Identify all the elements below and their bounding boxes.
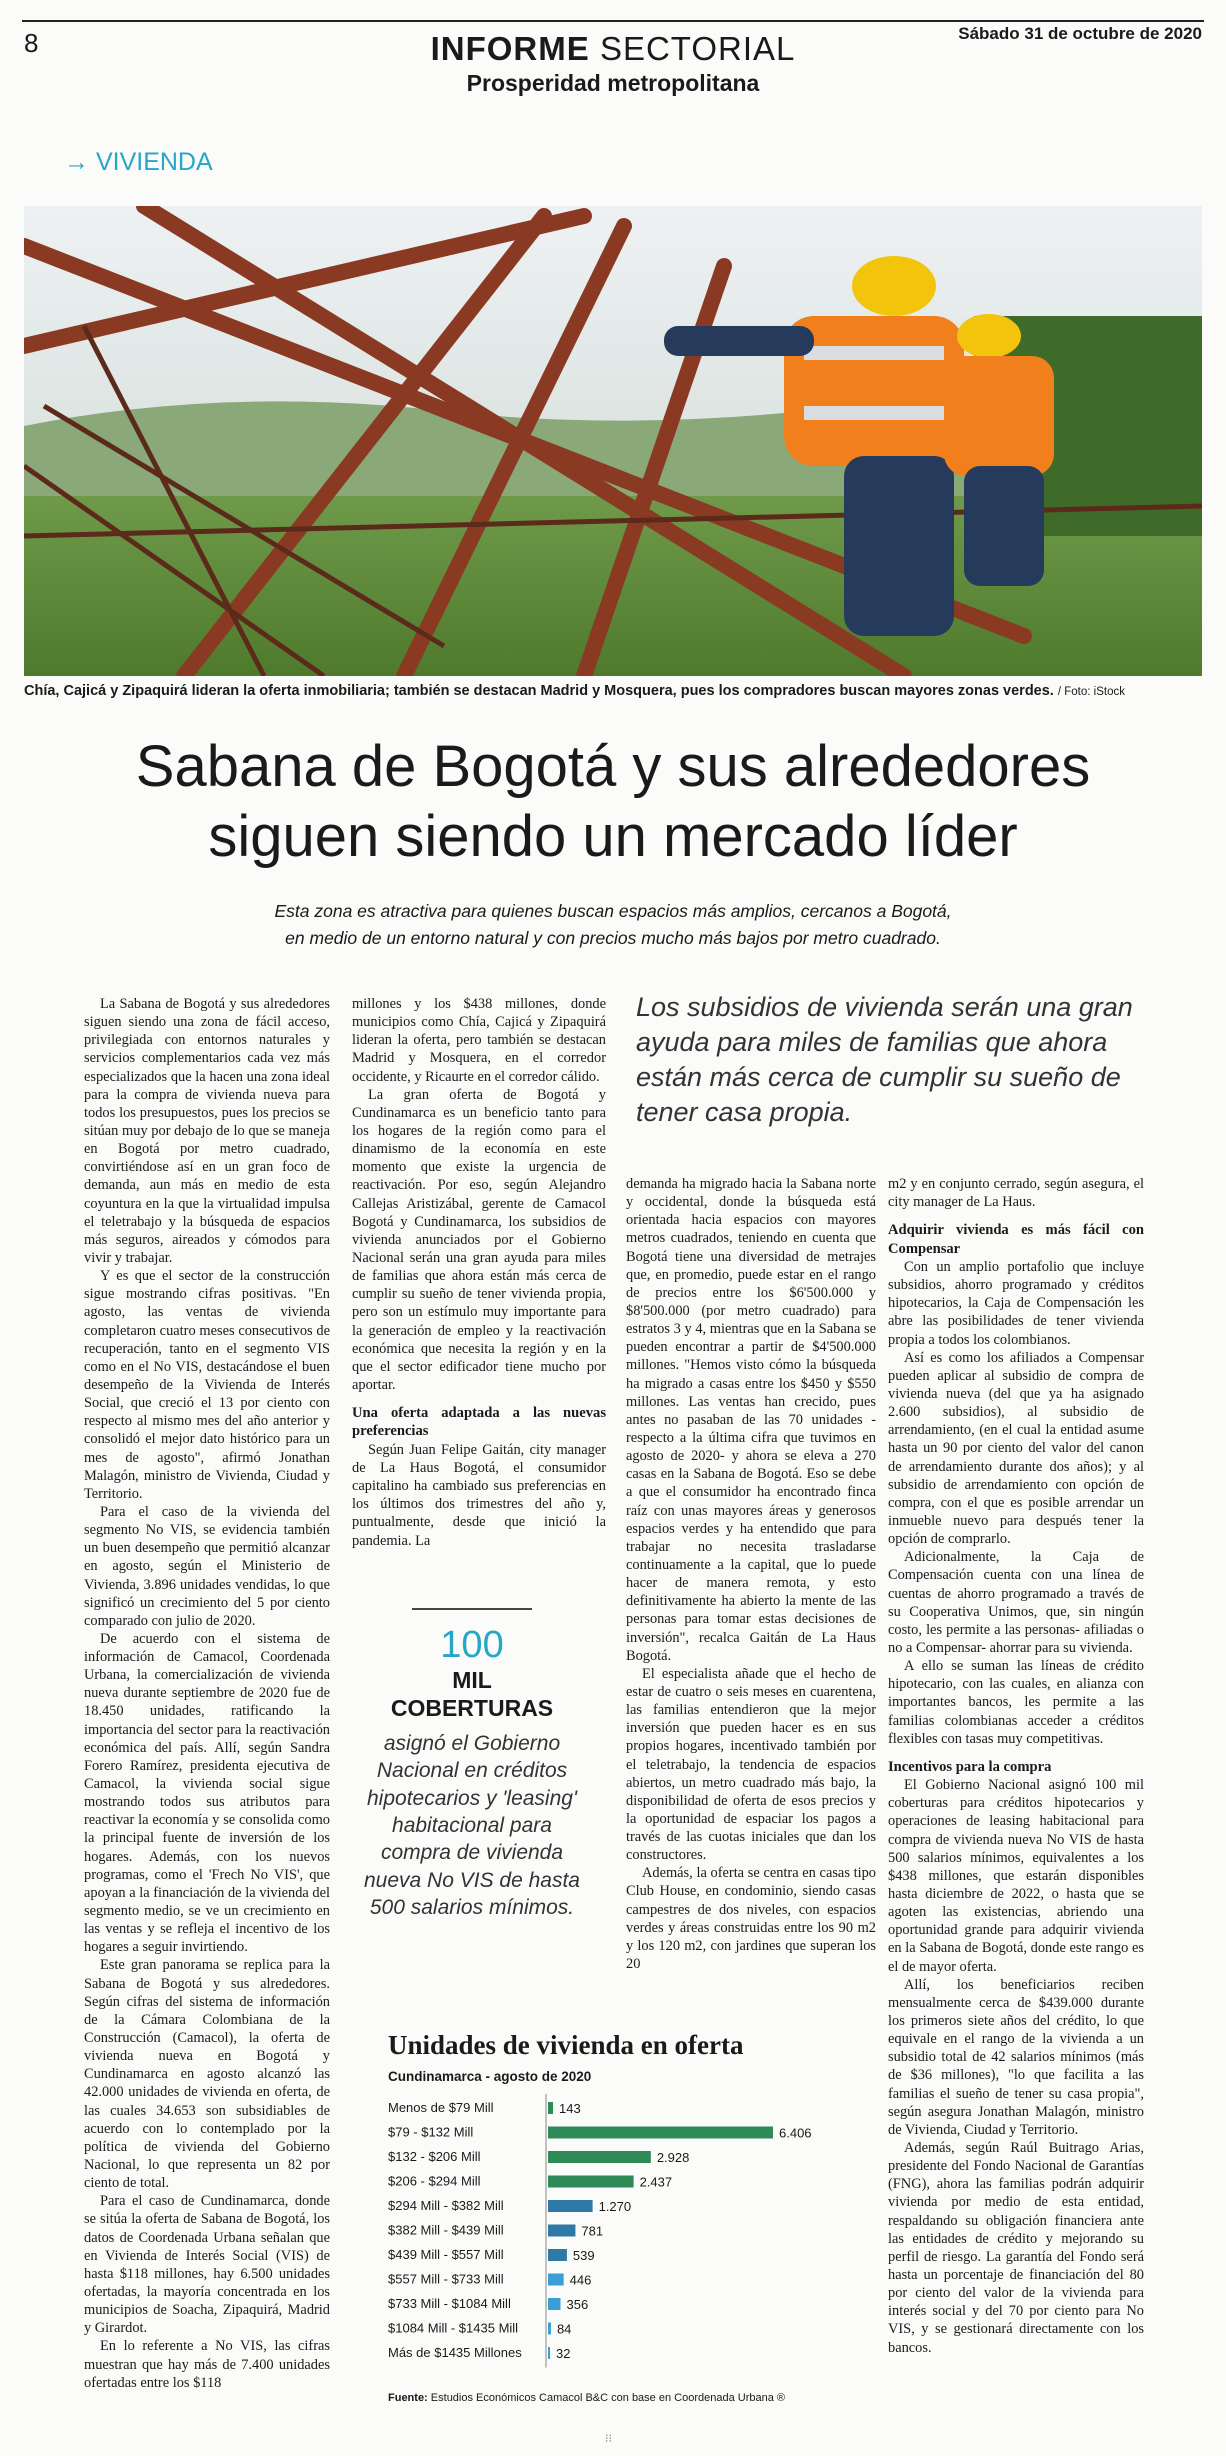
bar [548, 2176, 634, 2188]
bar [548, 2323, 551, 2335]
value-label: 356 [566, 2297, 589, 2312]
paragraph: Para el caso de la vivienda del segmento No VIS, se evidencia también un buen desempeño que permitió alcanzar en agosto, según el Ministerio de Vivienda, 3.896 unidades vendidas, lo que significó un crecimiento del 5 por ciento comparado con julio de 2020. [84, 1503, 330, 1629]
category-label: Menos de $79 Mill [388, 2100, 494, 2115]
deck-line-1: Esta zona es atractiva para quienes buscan espacios más amplios, cercanos a Bogotá, [274, 901, 952, 921]
paragraph: La Sabana de Bogotá y sus alrededores siguen siendo una zona de fácil acceso, privilegiada con entornos naturales y servicios complementarios cada vez más especializados que la hacen una zona ideal para la compra de vivienda nueva para todos los presupuestos, pues los precios se sitúan muy por debajo de lo que se maneja en Bogotá por metro cuadrado, convirtiéndose así en un gran foco de demanda, aun más en medio de esta coyuntura en la que la virtualidad impulsa el teletrabajo y la búsqueda de espacios más seguros, aireados y cómodos para vivir y trabajar. [84, 996, 330, 1266]
value-label: 446 [569, 2272, 592, 2288]
photo-credit: / Foto: iStock [1057, 686, 1125, 698]
photo-caption [24, 683, 1202, 699]
paragraph: Adicionalmente, la Caja de Compensación cuenta con una línea de cuentas de ahorro programado a través de su Cooperativa Unimos, que, sin ningún costo, les permite a las personas- afiliadas o no a Compensar- ahorrar para su vivienda. [888, 1549, 1144, 1656]
value-label: 84 [556, 2321, 572, 2337]
bar [548, 2298, 561, 2310]
stat-number: 100 [440, 1624, 504, 1666]
paragraph: Y es que el sector de la construcción sigue mostrando cifras positivas. "En agosto, las ventas de vivienda completaron cuatro meses consecutivos de recuperación, tanto en el segmento VIS como en el No VIS, destacándose el buen desempeño de la Vivienda de Interés Social, que creció el 13 por ciento con respecto al mismo mes del año anterior y consolidó el mejor dato histórico para un mes de agosto", afirmó Jonathan Malagón, ministro de Vivienda, Ciudad y Territorio. [84, 1268, 330, 1502]
stat-unit-line-1: MIL [452, 1667, 492, 1693]
value-label: 781 [581, 2223, 604, 2239]
paragraph: El Gobierno Nacional asignó 100 mil coberturas para créditos hipotecarios y operaciones de leasing habitacional para compra de vivienda nueva No VIS de hasta 500 salarios mínimos, equivalentes a los $438 millones, que estarán disponibles hasta diciembre de 2022, o hasta que se agoten las existencias, abriendo una oportunidad grande para adquirir vivienda en la Sabana de Bogotá, donde este rango es el de mayor oferta. [888, 1777, 1144, 1975]
category-label: Más de $1435 Millones [388, 2345, 522, 2360]
paragraph: Para el caso de Cundinamarca, donde se sitúa la oferta de Sabana de Bogotá, los datos de Coordenada Urbana señalan que en Vivienda de Interés Social (VIS) de hasta $118 millones, hay 6.500 unidades ofertadas, la mayoría concentrada en los municipios de Soacha, Zipaquirá, Madrid y Girardot. [84, 2193, 330, 2337]
chart-subtitle: Cundinamarca - agosto de 2020 [388, 2069, 592, 2084]
source-text: Estudios Económicos Camacol B&C con base en Coordenada Urbana ® [430, 2392, 785, 2404]
pull-quote: Los subsidios de vivienda serán una gran ayuda para miles de familias que ahora están más cerca de cumplir su sueño de tener casa propia. [636, 992, 1133, 1128]
paragraph: En lo referente a No VIS, las cifras muestran que hay más de 7.400 unidades ofertadas entre los $118 [84, 2338, 330, 2391]
category-label: $294 Mill - $382 Mill [388, 2198, 504, 2213]
value-label: 539 [572, 2248, 595, 2263]
top-rule [22, 20, 1204, 22]
article-headline [40, 732, 1186, 871]
bar [548, 2249, 567, 2261]
subheading: Incentivos para la compra [888, 1758, 1052, 1775]
bar-chart-plot [388, 2088, 838, 2378]
paragraph: Además, según Raúl Buitrago Arias, presidente del Fondo Nacional de Garantías (FNG), ahora las familias podrán adquirir vivienda por medio de esta entidad, respaldando su obligación financiera ante las entidades de crédito y mejorando su perfil de riesgo. La garantía del Fondo será hasta un porcentaje de financiación del 80 por ciento del valor de la vivienda para interés social y del 70 por ciento para No VIS, y se gestionará directamente con los bancos. [888, 2140, 1144, 2356]
headline-line-1: Sabana de Bogotá y sus alrededores [135, 734, 1091, 799]
headline-line-2: siguen siendo un mercado líder [208, 803, 1018, 869]
paragraph: De acuerdo con el sistema de información de Camacol, Coordenada Urbana, la comercialización de vivienda nueva durante septiembre de 2020 fue de 18.450 unidades, ratificando la importancia del sector para la reactivación económica del país. Allí, según Sandra Forero Ramírez, presidenta ejecutiva de Camacol, la vivienda social sigue mostrando todos sus atributos para reactivar la economía y se consolida como la principal fuente de inversión de los hogares. Además, con los nuevos programas, como el 'Frech No VIS', que apoyan a la financiación de la vivienda del segmento medio, se ve un crecimiento en las ventas y se refleja el incentivo de los hogares a seguir invirtiendo. [84, 1630, 330, 1956]
value-label: 143 [559, 2101, 581, 2116]
section-title-light: SECTORIAL [599, 30, 796, 67]
stat-box [362, 1608, 582, 1921]
stat-unit-line-2: COBERTURAS [390, 1694, 554, 1721]
section-kicker [64, 148, 213, 177]
bar [548, 2225, 575, 2237]
category-label: $733 Mill - $1084 Mill [388, 2296, 511, 2311]
paragraph: Este gran panorama se replica para la Sabana de Bogotá y sus alrededores. Según cifras del sistema de información de la Cámara Colombiana de la Construcción (Camacol), la oferta de vivienda nueva en Bogotá y Cundinamarca en agosto alcanzó las 42.000 unidades de vivienda en oferta, de las cuales 34.653 son subsidiables de acuerdo con lo contemplado por la política de vivienda del Gobierno Nacional, lo que representa un 82 por ciento de total. [84, 1957, 330, 2192]
arrow-right-icon: → [64, 148, 89, 176]
body-column-2 [352, 995, 606, 1550]
deck-line-2: en medio de un entorno natural y con precios mucho más bajos por metro cuadrado. [285, 928, 941, 949]
bar [548, 2127, 773, 2139]
category-label: $79 - $132 Mill [388, 2124, 474, 2140]
category-label: $1084 Mill - $1435 Mill [388, 2320, 519, 2336]
category-label: $382 Mill - $439 Mill [388, 2222, 504, 2238]
paragraph: Con un amplio portafolio que incluye subsidios, ahorro programado y créditos hipotecarios, la Caja de Compensación les abre las posibilidades de tener vivienda propia a todos los colombianos. [888, 1259, 1144, 1348]
article-deck [150, 898, 1076, 952]
body-column-4 [888, 1175, 1144, 2357]
value-label: 2.437 [639, 2174, 673, 2190]
paragraph: millones y los $438 millones, donde municipios como Chía, Cajicá y Zipaquirá lideran la oferta, pero también se destacan Madrid y Mosquera, en el corredor occidente, y Ricaurte en el corredor cálido. [352, 996, 606, 1085]
body-column-1 [84, 995, 330, 2392]
category-label: $557 Mill - $733 Mill [388, 2271, 504, 2287]
section-title-bold: INFORME [430, 30, 590, 67]
paragraph: El especialista añade que el hecho de estar de cuatro o seis meses en cuarentena, las familias entendieron que la mejor inversión que pueden hacer es en sus propios hogares, incentivado también por el teletrabajo, la tendencia de espacios abiertos, un metro cuadrado más bajo, la disponibilidad de oferta de esos precios y la oportunidad de espaciar los pagos a través de las cuotas iniciales que dan los constructores. [626, 1665, 876, 1864]
paragraph: La gran oferta de Bogotá y Cundinamarca es un beneficio tanto para los hogares de la región como para el dinamismo de la economía en este momento que existe la urgencia de reactivación. Por eso, según Alejandro Callejas Aristizábal, gerente de Camacol Bogotá y Cundinamarca, los subsidios de vivienda anunciados por el Gobierno Nacional serán una gran ayuda para miles de familias que ahora están más cerca de cumplir su sueño de tener vivienda propia, pero son un estímulo muy importante para la generación de empleo y la reactivación económica que necesita la región y en la que el sector edificador tiene mucho por aportar. [352, 1086, 606, 1393]
issue-date: Sábado 31 de octubre de 2020 [958, 24, 1202, 43]
value-label: 2.928 [656, 2150, 690, 2165]
page-footer-mark: ⁝⁝ [605, 2433, 612, 2445]
chart-source [388, 2392, 838, 2404]
housing-supply-chart [388, 2030, 838, 2404]
bar [548, 2102, 553, 2114]
section-subtitle: Prosperidad metropolitana [466, 70, 760, 96]
bar [548, 2274, 564, 2286]
paragraph: Así es como los afiliados a Compensar pueden aplicar al subsidio de compra de vivienda nueva (del que ya ha asignado 2.600 subsidios), al subsidio de arrendamiento, (en el cual la entidad asume hasta un 90 por ciento del valor del canon de arrendamiento durante dos años); y al subsidio de arrendamiento con opción de compra, con el que es posible arrendar un inmueble nuevo para después tener la opción de comprarlo. [888, 1349, 1144, 1548]
bar [548, 2347, 550, 2359]
bar [548, 2200, 593, 2212]
category-label: $206 - $294 Mill [388, 2173, 481, 2189]
page-number: 8 [24, 28, 39, 58]
paragraph: Además, la oferta se centra en casas tipo Club House, en condominio, siendo casas campestres de dos niveles, con espacios verdes y áreas construidas entre los 90 m2 y los 120 m2, con jardines que superan los 20 [626, 1865, 876, 1973]
category-label: $439 Mill - $557 Mill [388, 2247, 504, 2262]
chart-title: Unidades de vivienda en oferta [388, 2030, 744, 2060]
paragraph: Allí, los beneficiarios reciben mensualmente cerca de $439.000 durante los primeros siete años del crédito, lo que equivale en el rango de la vivienda a un subsidio total de 42 salarios mínimos (más de $36 millones), "lo que facilita a las familias el sueño de tener su casa propia", según asegura Jonathan Malagón, ministro de Vivienda, Ciudad y Territorio. [888, 1976, 1144, 2138]
paragraph: m2 y en conjunto cerrado, según asegura, el city manager de La Haus. [888, 1176, 1144, 1211]
value-label: 1.270 [598, 2199, 632, 2214]
paragraph: Según Juan Felipe Gaitán, city manager de La Haus Bogotá, el consumidor capitalino ha cambiado sus preferencias en los últimos dos trimestres del año y, puntualmente, desde que inició la pandemia. La [352, 1441, 606, 1549]
kicker-label: VIVIENDA [95, 148, 213, 176]
category-label: $132 - $206 Mill [388, 2149, 481, 2164]
source-label: Fuente: [388, 2392, 428, 2404]
value-label: 32 [556, 2346, 571, 2361]
bar [548, 2151, 651, 2163]
stat-rule [412, 1608, 532, 1610]
subheading: Adquirir vivienda es más fácil con Compensar [888, 1222, 1144, 1257]
paragraph: A ello se suman las líneas de crédito hipotecario, con las cuales, en alianza con importantes bancos, les permite a las familias colombianas acceder a créditos flexibles con tasas muy competitivas. [888, 1658, 1144, 1747]
subheading: Una oferta adaptada a las nuevas preferencias [352, 1405, 606, 1440]
construction-workers-image [24, 206, 1202, 676]
caption-text: Chía, Cajicá y Zipaquirá lideran la oferta inmobiliaria; también se destacan Madrid y Mosquera, pues los compradores buscan mayores zonas verdes. [24, 683, 1054, 699]
hero-photo [24, 206, 1202, 676]
stat-description: asignó el Gobierno Nacional en créditos hipotecarios y 'leasing' habitacional para compra de vivienda nueva No VIS de hasta 500 salarios mínimos. [364, 1732, 580, 1919]
value-label: 6.406 [779, 2125, 812, 2141]
body-column-3 [626, 1175, 876, 1973]
paragraph: demanda ha migrado hacia la Sabana norte y occidental, donde la búsqueda está orientada hacia espacios con mayores metros cuadrados, teniendo en cuenta que Bogotá tiene una diversidad de metrajes que, en promedio, puede estar en el rango de precios entre los $6'500.000 y $8'500.000 (por metro cuadrado) para estratos 3 y 4, mientras que en la Sabana se pueden encontrar a partir de $4'500.000 millones. "Hemos visto cómo la búsqueda ha migrado a casas entre los $450 y $550 millones. Las ventas han crecido, pues antes no pasaban de las 70 unidades -respecto a la última cifra que tuvimos en agosto de 2020- y ahora se eleva a 270 casas en la Sabana de Bogotá. Eso se debe a que el consumidor ha encontrado finca raíz con unas mayores áreas y generosos espacios verdes y ha entendido que para trabajar no necesita trasladarse continuamente a la capital, que lo puede hacer de manera remota, y esto definitivamente ha abierto la mente de las personas para tomar estas decisiones de inversión", recalca Gaitán de La Haus Bogotá. [626, 1176, 876, 1664]
